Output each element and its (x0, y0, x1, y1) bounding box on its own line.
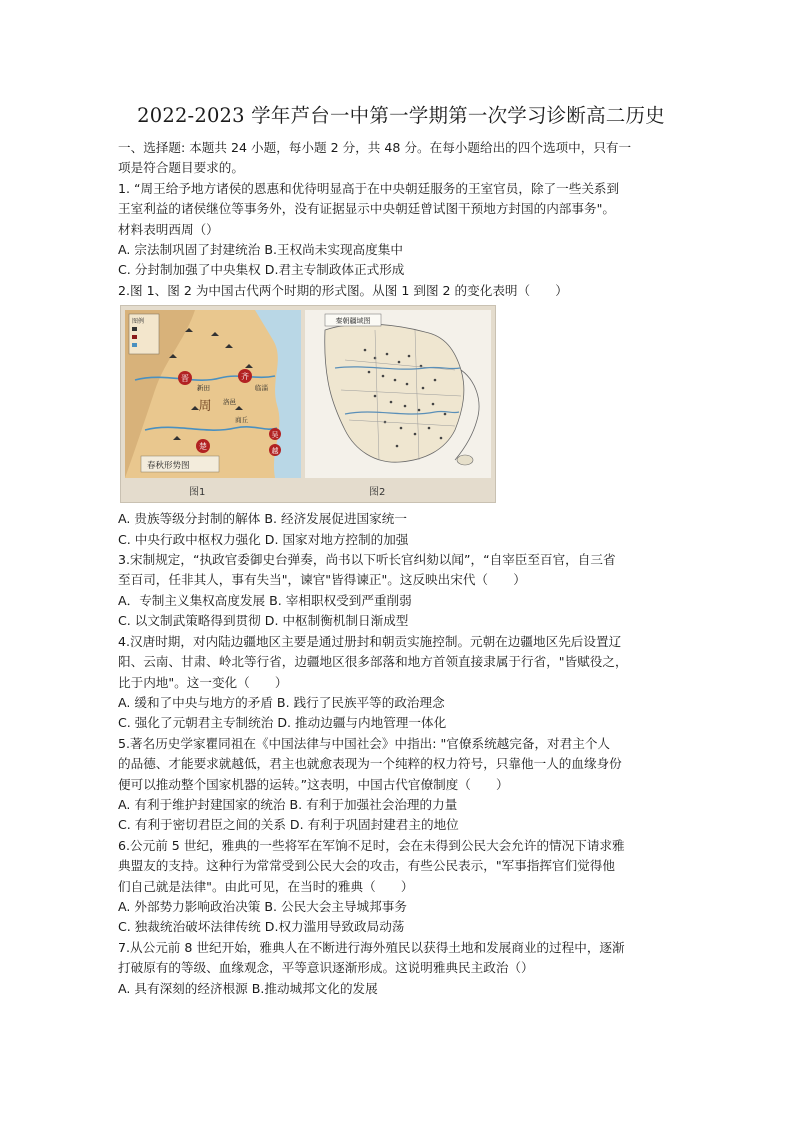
question-options: A. 外部势力影响政治决策 B. 公民大会主导城邦事务 (118, 898, 407, 914)
question-2 (118, 281, 684, 550)
instruction-line: 一、选择题: 本题共 24 小题，每小题 2 分，共 48 分。在每小题给出的四个选项中，只有一 (118, 140, 632, 155)
map1-place-wu: 吴 (271, 431, 279, 440)
question-6 (118, 836, 684, 938)
question-stem: 的品德、才能要求就越低，君主也就愈表现为一个纯粹的权力符号，只靠他一人的血缘身份 (118, 756, 622, 772)
question-options: C. 以文制武策略得到贯彻 D. 中枢制衡机制日渐成型 (118, 613, 409, 629)
map1-place-chu: 楚 (199, 442, 207, 452)
map1-title: 春秋形势图 (147, 461, 190, 472)
map1-place-linzi: 临淄 (255, 384, 268, 393)
question-options: A. 缓和了中央与地方的矛盾 B. 践行了民族平等的政治理念 (118, 694, 445, 710)
question-options: C. 独裁统治破坏法律传统 D.权力滥用导致政局动荡 (118, 919, 405, 935)
question-options: A. 有利于维护封建国家的统治 B. 有利于加强社会治理的力量 (118, 796, 458, 812)
map-figure (120, 305, 496, 503)
question-3 (118, 550, 684, 632)
map2-title: 秦朝疆域图 (335, 317, 371, 326)
map1-place-qi: 齐 (241, 372, 249, 382)
question-stem: 3.宋制规定，“执政官委御史台弹奏，尚书以下听长官纠劾以闻”，“自宰臣至百官，自三省 (118, 552, 616, 568)
question-options: A. 具有深刻的经济根源 B.推动城邦文化的发展 (118, 980, 378, 996)
question-stem: 典盟友的支持。这种行为常常受到公民大会的攻击，有些公民表示，"军事指挥官们觉得他 (118, 858, 615, 874)
map1-place-xintian: 新田 (197, 384, 210, 393)
question-stem: 打破原有的等级、血缘观念，平等意识逐渐形成。这说明雅典民主政治（） (118, 960, 534, 976)
question-options: A. 宗法制巩固了封建统治 B.王权尚未实现高度集中 (118, 242, 403, 258)
question-stem: 比于内地"。这一变化（ ） (118, 674, 288, 690)
question-4 (118, 632, 684, 734)
figure-caption-2: 图2 (369, 487, 386, 499)
question-options: C. 强化了元朝君主专制统治 D. 推动边疆与内地管理一体化 (118, 715, 447, 731)
question-stem: 王室利益的诸侯继位等事务外，没有证据显示中央朝廷曾试图干预地方封国的内部事务"。 (118, 201, 615, 217)
map1-place-jin: 晋 (181, 374, 189, 384)
question-stem: 4.汉唐时期，对内陆边疆地区主要是通过册封和朝贡实施控制。元朝在边疆地区先后设置辽 (118, 633, 622, 649)
question-options: A．专制主义集权高度发展 B. 宰相职权受到严重削弱 (118, 592, 412, 608)
question-options: A. 贵族等级分封制的解体 B. 经济发展促进国家统一 (118, 511, 407, 527)
question-options: C. 有利于密切君臣之间的关系 D. 有利于巩固封建君主的地位 (118, 817, 459, 833)
exam-title: 2022-2023 学年芦台一中第一学期第一次学习诊断高二历史 (137, 104, 665, 127)
question-stem: 阳、云南、甘肃、岭北等行省，边疆地区很多部落和地方首领直接隶属于行省，"皆赋役之， (118, 654, 628, 670)
question-options: C. 中央行政中枢权力强化 D. 国家对地方控制的加强 (118, 531, 409, 547)
question-5 (118, 734, 684, 836)
instruction-line: 项是符合题目要求的。 (118, 160, 244, 176)
question-stem: 7.从公元前 8 世纪开始，雅典人在不断进行海外殖民以获得土地和发展商业的过程中，逐渐 (118, 939, 625, 955)
exam-page (118, 100, 684, 999)
question-stem: 5.著名历史学家瞿同祖在《中国法律与中国社会》中指出: "官僚系统越完备，对君主个人 (118, 735, 611, 751)
figure-caption-1: 图1 (189, 487, 206, 499)
map1-legend: 图例 (132, 318, 145, 326)
question-stem: 1. “周王给予地方诸侯的恩惠和优待明显高于在中央朝廷服务的王室官员，除了一些关系到 (118, 180, 620, 196)
question-stem: 们自己就是法律"。由此可见，在当时的雅典（ ） (118, 878, 414, 894)
map1-place-zhou: 周 (198, 399, 212, 415)
question-options: C. 分封制加强了中央集权 D.君主专制政体正式形成 (118, 262, 405, 278)
question-1 (118, 179, 684, 281)
question-stem: 2.图 1、图 2 为中国古代两个时期的形式图。从图 1 到图 2 的变化表明（ ） (118, 282, 568, 298)
question-stem: 便可以推动整个国家机器的运转。”这表明，中国古代官僚制度（ ） (118, 776, 509, 792)
question-7 (118, 938, 684, 999)
qin-territory-map (305, 310, 491, 478)
spring-autumn-map (125, 310, 301, 478)
map1-place-yue: 越 (271, 447, 279, 456)
question-stem: 材料表明西周（） (118, 221, 219, 237)
map1-place-luoyi: 洛邑 (223, 398, 236, 407)
question-stem: 6.公元前 5 世纪，雅典的一些将军在军饷不足时，会在未得到公民大会允许的情况下请求雅 (118, 837, 625, 853)
map1-place-shangqiu: 商丘 (235, 416, 248, 425)
question-stem: 至百司，任非其人，事有失当"，谏官"皆得谏正"。这反映出宋代（ ） (118, 572, 526, 588)
